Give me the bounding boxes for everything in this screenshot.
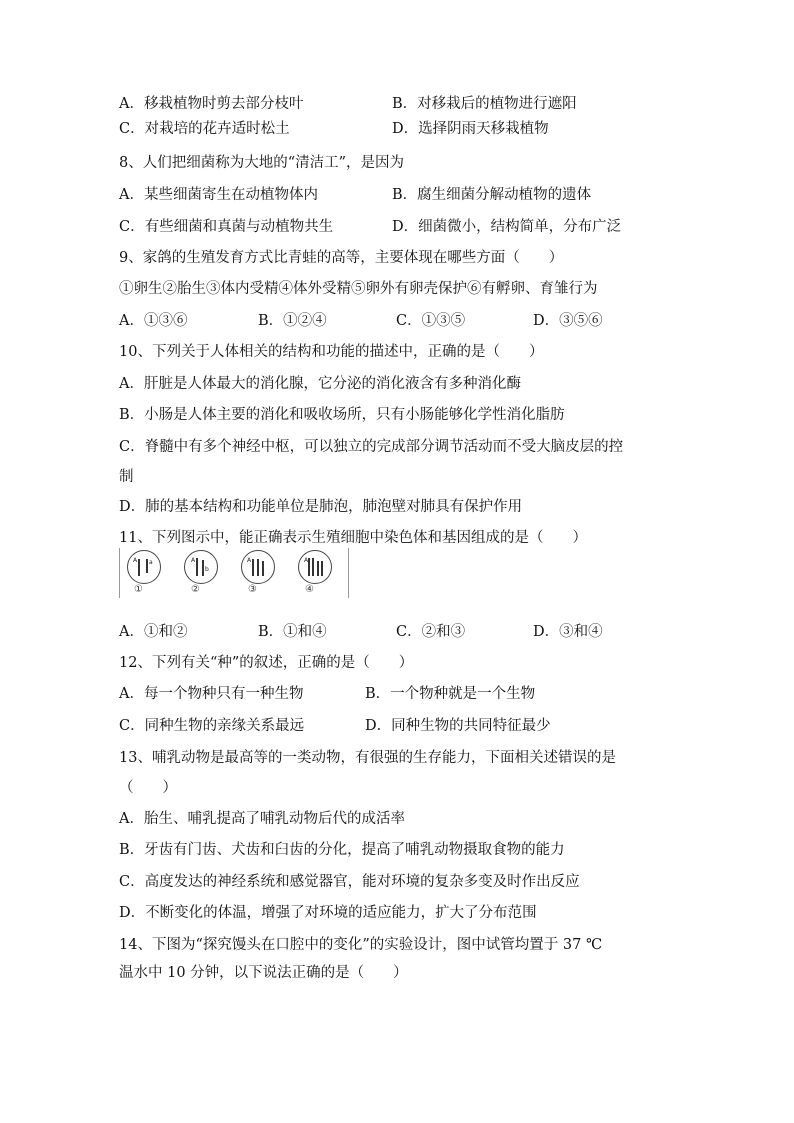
q8-option-c: C．有些细菌和真菌与动植物共生 [119,219,334,235]
figure-label-2: ② [191,584,200,595]
q12-option-d: D．同种生物的共同特征最少 [365,718,551,734]
q7-option-a: A．移栽植物时剪去部分枝叶 [119,96,304,112]
q11-chromosome-figure [119,548,349,598]
figure-cell-4 [291,548,348,598]
q8-option-d: D．细菌微小，结构简单，分布广泛 [392,219,622,235]
figure-label-4: ④ [305,584,314,595]
cell-circle: A b [184,550,218,584]
q12-option-a: A．每一个物种只有一种生物 [119,686,304,702]
cell-circle: A [298,550,332,584]
q14-stem-line2: 温水中 10 分钟，以下说法正确的是（ ） [119,965,408,981]
q9-option-b: B．①②④ [258,313,327,329]
q9-stem: 9、家鸽的生殖发育方式比青蛙的高等，主要体现在哪些方面（ ） [119,250,564,266]
figure-label-3: ③ [248,584,257,595]
q11-option-d: D．③和④ [533,624,603,640]
q12-stem: 12、下列有关“种”的叙述，正确的是（ ） [119,655,414,671]
q8-option-a: A．某些细菌寄生在动植物体内 [119,187,318,203]
q11-stem: 11、下列图示中，能正确表示生殖细胞中染色体和基因组成的是（ ） [119,530,587,546]
q13-stem-line2: （ ） [119,780,177,796]
cell-circle: A a [127,550,161,584]
cell-circle: A [241,550,275,584]
q10-option-c-line1: C．脊髓中有多个神经中枢，可以独立的完成部分调节活动而不受大脑皮层的控 [119,439,624,455]
q10-option-d: D．肺的基本结构和功能单位是肺泡，肺泡壁对肺具有保护作用 [119,499,523,515]
q7-option-d: D．选择阴雨天移栽植物 [392,121,549,137]
q13-option-b: B．牙齿有门齿、犬齿和臼齿的分化，提高了哺乳动物摄取食物的能力 [119,842,565,858]
q9-option-c: C．①③⑤ [396,313,466,329]
q11-option-a: A．①和② [119,624,188,640]
q11-option-c: C．②和③ [396,624,466,640]
q9-option-a: A．①③⑥ [119,313,188,329]
figure-cell-2 [177,548,234,598]
q10-option-b: B．小肠是人体主要的消化和吸收场所，只有小肠能够化学性消化脂肪 [119,407,565,423]
q13-option-a: A．胎生、哺乳提高了哺乳动物后代的成活率 [119,811,405,827]
q12-option-c: C．同种生物的亲缘关系最远 [119,718,305,734]
q8-stem: 8、人们把细菌称为大地的“清洁工”，是因为 [119,155,405,171]
figure-label-1: ① [134,584,143,595]
q9-choice-list: ①卵生②胎生③体内受精④体外受精⑤卵外有卵壳保护⑥有孵卵、育雏行为 [119,281,598,297]
q10-option-a: A．肝脏是人体最大的消化腺，它分泌的消化液含有多种消化酶 [119,376,521,392]
q10-option-c-line2: 制 [119,469,134,485]
q13-option-d: D．不断变化的体温，增强了对环境的适应能力，扩大了分布范围 [119,905,537,921]
q13-option-c: C．高度发达的神经系统和感觉器官，能对环境的复杂多变及时作出反应 [119,874,580,890]
q14-stem-line1: 14、下图为“探究馒头在口腔中的变化”的实验设计，图中试管均置于 37 ℃ [119,937,603,953]
q12-option-b: B．一个物种就是一个生物 [365,686,536,702]
q8-option-b: B．腐生细菌分解动植物的遗体 [392,187,592,203]
figure-cell-3 [234,548,291,598]
q7-option-b: B．对移栽后的植物进行遮阳 [392,96,577,112]
q13-stem-line1: 13、哺乳动物是最高等的一类动物，有很强的生存能力，下面相关述错误的是 [119,750,616,766]
q7-option-c: C．对栽培的花卉适时松土 [119,121,290,137]
q10-stem: 10、下列关于人体相关的结构和功能的描述中，正确的是（ ） [119,344,544,360]
q9-option-d: D．③⑤⑥ [533,313,603,329]
q11-option-b: B．①和④ [258,624,327,640]
figure-cell-1 [120,548,177,598]
